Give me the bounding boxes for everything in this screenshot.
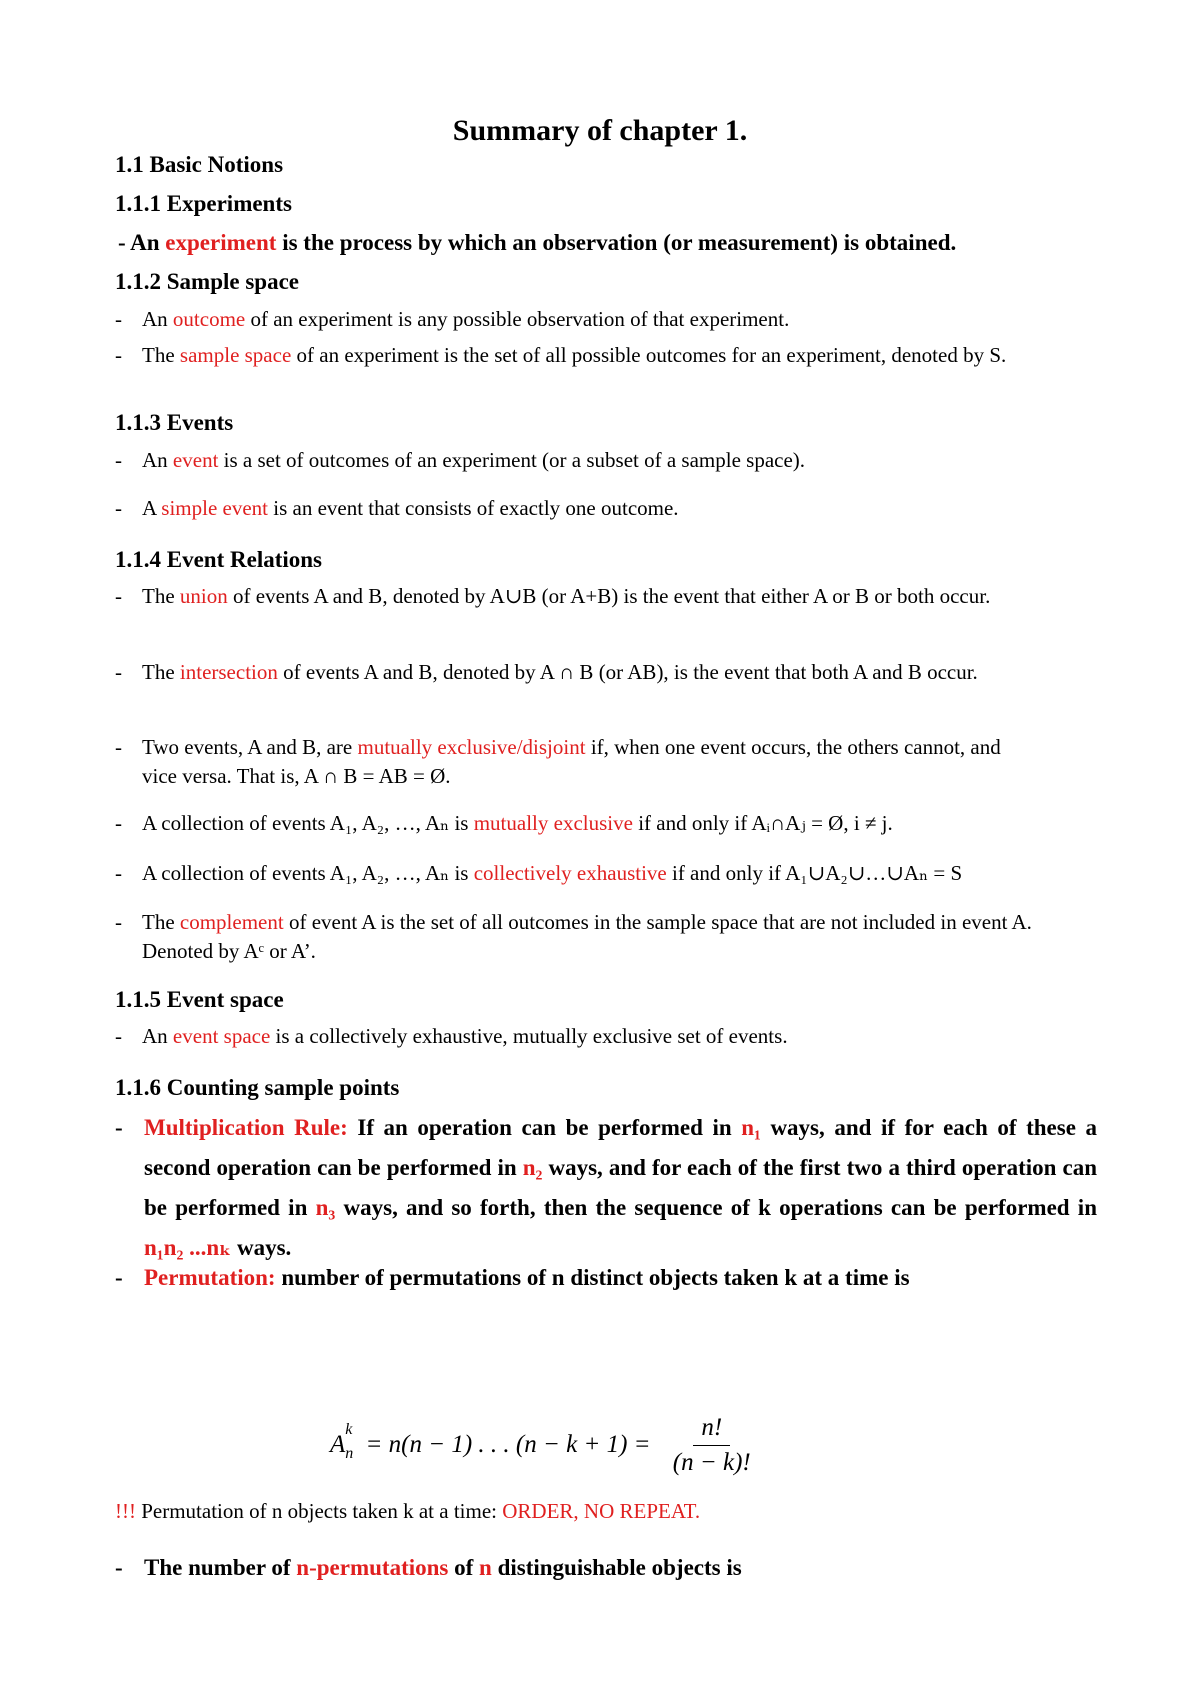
term-complement: complement [179, 910, 284, 934]
section-heading-1-1: 1.1 Basic Notions [115, 152, 284, 177]
page-title: Summary of chapter 1. [452, 114, 748, 147]
term-mutually-exclusive-disjoint: mutually exclusive/disjoint [357, 735, 586, 759]
term-mutually-exclusive: mutually exclusive [473, 811, 633, 835]
formula-lhs: A k n [330, 1421, 354, 1462]
term-event-space: event space [172, 1024, 271, 1048]
bullet-sample-space: - The sample space of an experiment is the set of all possible outcomes for an experiment, denoted by S. [115, 343, 1007, 367]
term-permutation: Permutation: [144, 1265, 276, 1290]
bullet-multiplication-rule: - Multiplication Rule: If an operation can be performed in n₁ ways, and if for each of these a second operation can be performed in n₂ ways, and for each of the first two a third operation can be performed in n₃ ways, and so forth, then the sequence of k operations can be performed in n₁n₂ ...nₖ ways. [115, 1115, 1097, 1260]
term-outcome: outcome [172, 307, 246, 331]
permutation-note: !!! Permutation of n objects taken k at a time: ORDER, NO REPEAT. [115, 1499, 701, 1523]
bullet-outcome: - An outcome of an experiment is any possible observation of that experiment. [115, 307, 790, 331]
bullet-permutation: - Permutation: number of permutations of n distinct objects taken k at a time is [115, 1265, 910, 1290]
formula-expansion: = n(n − 1) . . . (n − k + 1) = [359, 1431, 657, 1458]
bullet-intersection: - The intersection of events A and B, denoted by A ∩ B (or AB), is the event that both A and B occur. [115, 660, 978, 684]
term-intersection: intersection [179, 660, 278, 684]
term-sample-space: sample space [179, 343, 292, 367]
permutation-formula [330, 1410, 850, 1480]
term-event: event [172, 448, 219, 472]
experiment-definition: - An experiment is the process by which an observation (or measurement) is obtained. [118, 230, 957, 255]
section-heading-1-1-6: 1.1.6 Counting sample points [115, 1075, 400, 1100]
bullet-collectively-exhaustive: - A collection of events A₁, A₂, …, Aₙ is collectively exhaustive if and only if A₁∪A₂∪…∪Aₙ = S [115, 861, 963, 885]
section-heading-1-1-2: 1.1.2 Sample space [115, 269, 299, 294]
term-simple-event: simple event [161, 496, 268, 520]
bullet-simple-event: - A simple event is an event that consists of exactly one outcome. [115, 496, 679, 520]
bullet-complement: - The complement of event A is the set of all outcomes in the sample space that are not included in event A. Denoted by Aᶜ or A’. [115, 910, 1032, 963]
bullet-n-permutations: - The number of n-permutations of n distinguishable objects is [115, 1555, 742, 1580]
term-experiment: experiment [165, 230, 277, 255]
section-heading-1-1-4: 1.1.4 Event Relations [115, 547, 322, 572]
bullet-mutually-exclusive: - A collection of events A₁, A₂, …, Aₙ is mutually exclusive if and only if Aᵢ∩Aⱼ = Ø, i ≠ j. [115, 811, 893, 835]
bullet-union: - The union of events A and B, denoted by A∪B (or A+B) is the event that either A or B or both occur. [115, 584, 991, 608]
term-collectively-exhaustive: collectively exhaustive [473, 861, 667, 885]
bullet-event: - An event is a set of outcomes of an experiment (or a subset of a sample space). [115, 448, 806, 472]
bullet-event-space: - An event space is a collectively exhaustive, mutually exclusive set of events. [115, 1024, 788, 1048]
section-heading-1-1-5: 1.1.5 Event space [115, 987, 284, 1012]
term-union: union [179, 584, 228, 608]
term-n-permutations: n-permutations [296, 1555, 449, 1580]
section-heading-1-1-3: 1.1.3 Events [115, 410, 234, 435]
bullet-mutually-exclusive-disjoint: - Two events, A and B, are mutually exclusive/disjoint if, when one event occurs, the others cannot, and vice versa. That is, A ∩ B = AB = Ø. [115, 735, 1001, 788]
section-heading-1-1-1: 1.1.1 Experiments [115, 191, 292, 216]
term-multiplication-rule: Multiplication Rule: [144, 1115, 348, 1140]
formula-fraction: $\frac{n!}{(n - k)!}$ [672, 1413, 751, 1476]
